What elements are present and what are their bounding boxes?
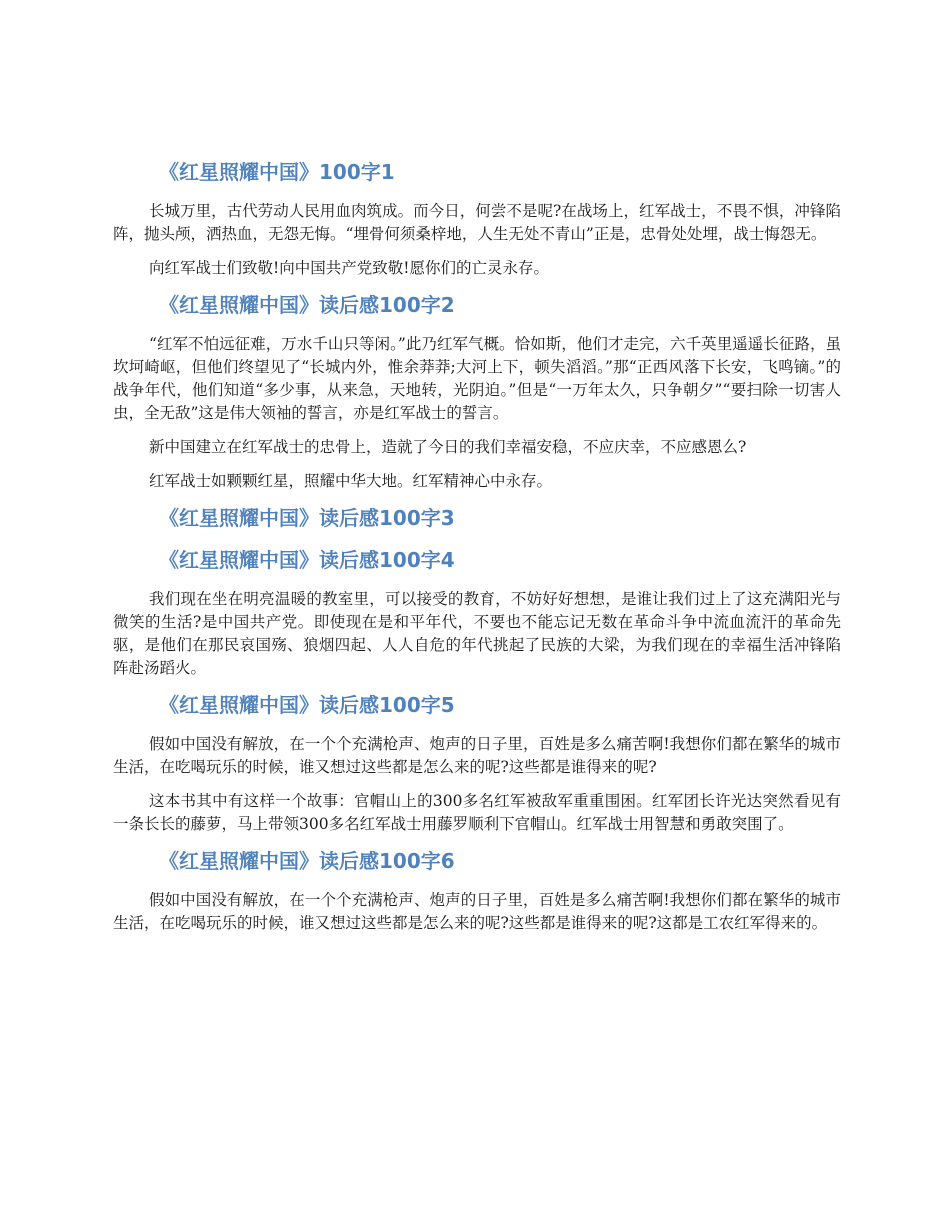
section-heading: 《红星照耀中国》100字1	[159, 160, 395, 184]
section-1	[113, 158, 841, 280]
paragraph: “红军不怕远征难，万水千山只等闲。”此乃红军气概。恰如斯，他们才走完，六千英里遥遥长征路，虽坎坷崎岖，但他们终望见了“长城内外，惟余莽莽;大河上下，顿失滔滔。”那“正西风落下长安，飞鸣镝。”的战争年代，他们知道“多少事，从来急，天地转，光阴迫。”但是“一万年太久，只争朝夕”“要扫除一切害人虫，全无敌”这是伟大领袖的誓言，亦是红军战士的誓言。	[113, 335, 841, 422]
paragraph: 假如中国没有解放，在一个个充满枪声、炮声的日子里，百姓是多么痛苦啊!我想你们都在繁华的城市生活，在吃喝玩乐的时候，谁又想过这些都是怎么来的呢?这些都是谁得来的呢?这都是工农红军得来的。	[113, 891, 841, 932]
section-heading: 《红星照耀中国》读后感100字5	[159, 693, 455, 717]
section-5	[113, 691, 841, 836]
section-heading: 《红星照耀中国》读后感100字2	[159, 293, 455, 317]
section-3	[113, 504, 841, 532]
paragraph: 我们现在坐在明亮温暖的教室里，可以接受的教育，不妨好好想想，是谁让我们过上了这充满阳光与微笑的生活?是中国共产党。即使现在是和平年代，不要也不能忘记无数在革命斗争中流血流汗的革命先驱，是他们在那民哀国殇、狼烟四起、人人自危的年代挑起了民族的大梁，为我们现在的幸福生活冲锋陷阵赴汤蹈火。	[113, 590, 841, 677]
section-heading: 《红星照耀中国》读后感100字3	[159, 506, 455, 530]
section-heading: 《红星照耀中国》读后感100字4	[159, 548, 455, 572]
paragraph: 向红军战士们致敬!向中国共产党致敬!愿你们的亡灵永存。	[149, 259, 549, 277]
section-4	[113, 546, 841, 680]
document-body	[113, 158, 841, 946]
paragraph: 红军战士如颗颗红星，照耀中华大地。红军精神心中永存。	[149, 472, 553, 490]
paragraph: 长城万里，古代劳动人民用血肉筑成。而今日，何尝不是呢?在战场上，红军战士，不畏不惧，冲锋陷阵，抛头颅，洒热血，无怨无悔。“埋骨何须桑梓地，人生无处不青山”正是，忠骨处处埋，战士悔怨无。	[113, 202, 841, 243]
paragraph: 新中国建立在红军战士的忠骨上，造就了今日的我们幸福安稳，不应庆幸，不应感恩么?	[149, 438, 747, 456]
paragraph: 这本书其中有这样一个故事：官帽山上的300多名红军被敌军重重围困。红军团长许光达突然看见有一条长长的藤萝，马上带领300多名红军战士用藤罗顺利下官帽山。红军战士用智慧和勇敢突围了。	[113, 792, 841, 833]
section-2	[113, 291, 841, 493]
paragraph: 假如中国没有解放，在一个个充满枪声、炮声的日子里，百姓是多么痛苦啊!我想你们都在繁华的城市生活，在吃喝玩乐的时候，谁又想过这些都是怎么来的呢?这些都是谁得来的呢?	[113, 735, 841, 776]
section-heading: 《红星照耀中国》读后感100字6	[159, 849, 455, 873]
section-6	[113, 847, 841, 935]
